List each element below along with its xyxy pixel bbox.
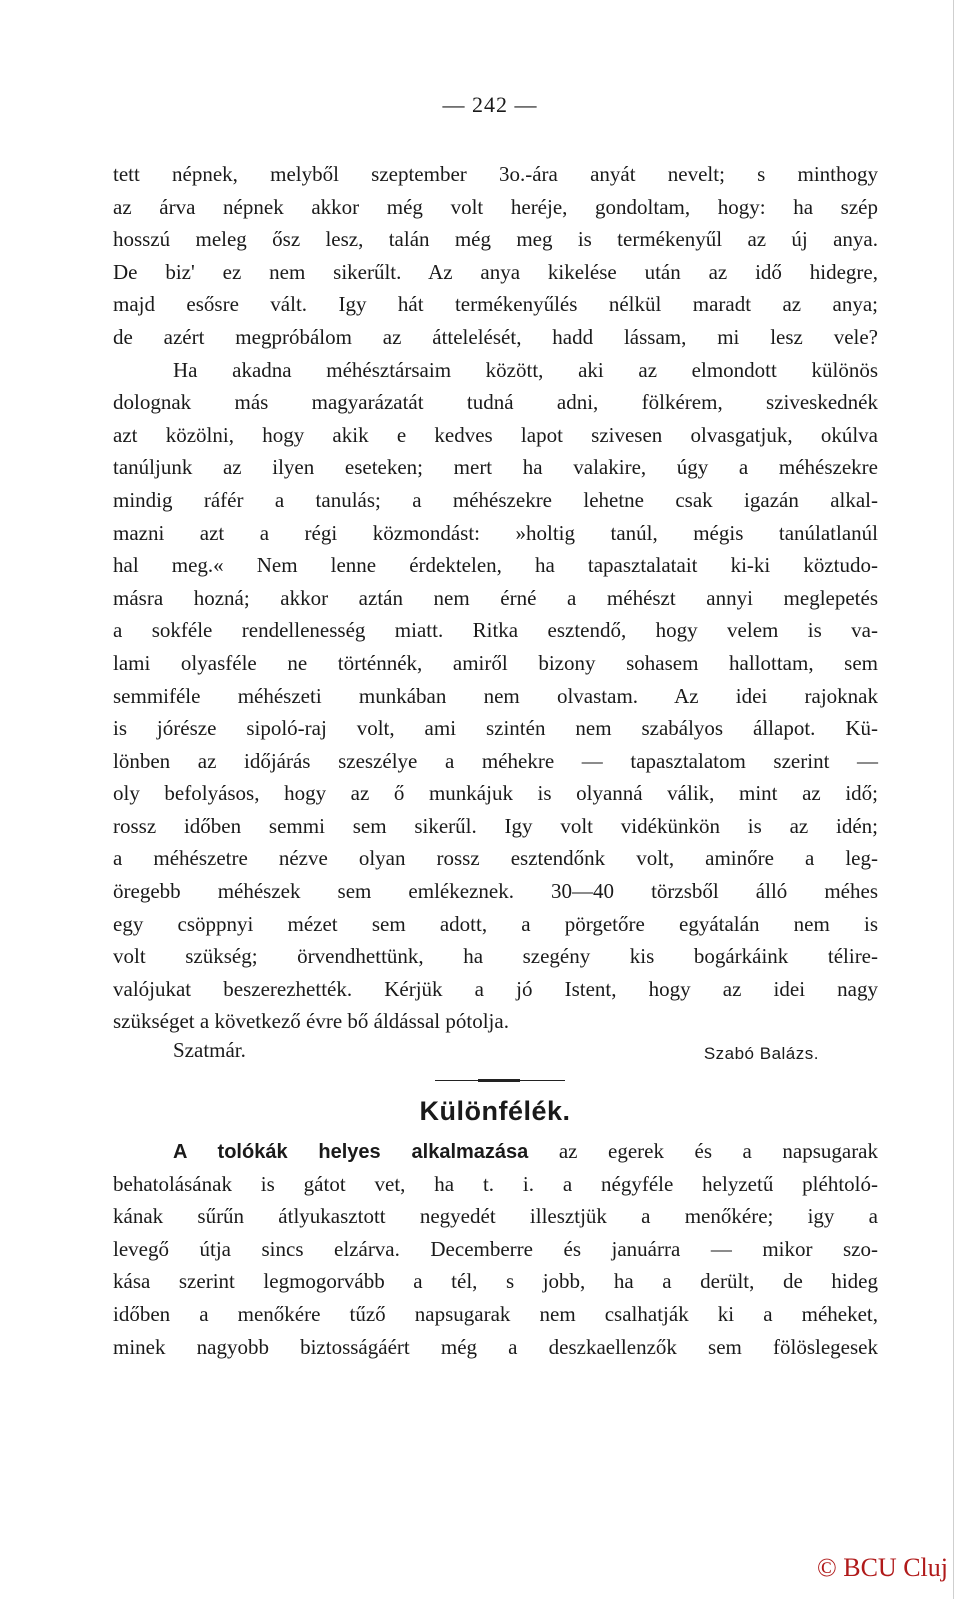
text-line: behatolásának is gátot vet, ha t. i. a négyféle helyzetű pléhtoló- <box>113 1171 878 1196</box>
text-line: dolognak más magyarázatát tudná adni, fölkérem, sziveskednék <box>113 390 878 415</box>
text-line: rossz időben semmi sem sikerűl. Igy volt vidékünkön is az idén; <box>113 813 878 838</box>
section-text <box>113 1135 878 1363</box>
text-line: hal meg.« Nem lenne érdektelen, ha tapasztalatait ki-ki köztudo- <box>113 553 878 578</box>
page-number: — 242 — <box>442 92 538 117</box>
text-line: levegő útja sincs elzárva. Decemberre és januárra — mikor szo- <box>113 1236 878 1261</box>
main-article-text <box>113 158 878 1038</box>
page-edge <box>953 0 954 1599</box>
text-line: tanúljunk az ilyen eseteken; mert ha valakire, úgy a méhészekre <box>113 455 878 480</box>
text-line: a sokféle rendellenesség miatt. Ritka esztendő, hogy velem is va- <box>113 618 878 643</box>
section-divider-center <box>478 1079 520 1082</box>
text-line: Ha akadna méhésztársaim között, aki az elmondott különös <box>173 357 878 382</box>
text-line: kása szerint legmogorvább a tél, s jobb, ha a derült, de hideg <box>113 1269 878 1294</box>
text-line: szükséget a következő évre bő áldással pótolja. <box>113 1009 509 1034</box>
text-line: egy csöppnyi mézet sem adott, a pörgetőre egyátalán nem is <box>113 911 878 936</box>
author-name: Szabó Balázs. <box>703 1044 819 1063</box>
text-line: volt szükség; örvendhettünk, ha szegény kis bogárkáink télire- <box>113 944 878 969</box>
text-line: hosszú meleg ősz lesz, talán még meg is termékenyűl az új anya. <box>113 227 878 252</box>
signature-row <box>113 1038 819 1072</box>
section-lead-rest: az egerek és a napsugarak <box>558 1139 879 1163</box>
text-line: mazni azt a régi közmondást: »holtig tanúl, mégis tanúlatlanúl <box>113 520 878 545</box>
text-line: kának sűrűn átlyukasztott negyedét illesztjük a menőkére; igy a <box>113 1204 878 1229</box>
text-line: azt közölni, hogy akik e kedves lapot szivesen olvasgatjuk, okúlva <box>113 422 878 447</box>
text-line: a méhészetre nézve olyan rossz esztendőnk volt, aminőre a leg- <box>113 846 878 871</box>
text-line: De biz' ez nem sikerűlt. Az anya kikelése után az idő hidegre, <box>113 259 878 284</box>
text-line: öregebb méhészek sem emlékeznek. 30—40 törzsből álló méhes <box>113 879 878 904</box>
watermark: © BCU Cluj <box>816 1553 948 1582</box>
text-line-first <box>113 1135 878 1168</box>
text-line: az árva népnek akkor még volt heréje, gondoltam, hogy: ha szép <box>113 194 878 219</box>
text-line: lönben az időjárás szeszélye a méhekre — tapasztalatom szerint — <box>113 748 878 773</box>
text-line: semmiféle méhészeti munkában nem olvastam. Az idei rajoknak <box>113 683 878 708</box>
text-line: oly befolyásos, hogy az ő munkájuk is olyanná válik, mint az idő; <box>113 781 878 806</box>
text-line: időben a menőkére tűző napsugarak nem csalhatják ki a méheket, <box>113 1301 878 1326</box>
text-line: másra hozná; akkor aztán nem érné a méhészt annyi meglepetés <box>113 585 878 610</box>
section-lead: A tolókák helyes alkalmazása <box>173 1141 529 1163</box>
text-line: mindig ráfér a tanulás; a méhészekre lehetne csak igazán alkal- <box>113 487 878 512</box>
text-line: lami olyasféle ne történnék, amiről bizony sohasem hallottam, sem <box>113 650 878 675</box>
text-line: tett népnek, melyből szeptember 3o.-ára anyát nevelt; s minthogy <box>113 162 878 186</box>
text-line: is jórésze sipoló-raj volt, ami szintén nem szabályos állapot. Kü- <box>113 716 878 741</box>
text-line: minek nagyobb biztosságáért még a deszkaellenzők sem fölöslegesek <box>113 1334 878 1359</box>
text-line: de azért megpróbálom az áttelelését, hadd lássam, mi lesz vele? <box>113 324 878 349</box>
text-line: majd esősre vált. Igy hát termékenyűlés nélkül maradt az anya; <box>113 292 878 317</box>
section-title: Különfélék. <box>419 1096 571 1126</box>
text-line: valójukat beszerezhették. Kérjük a jó Istent, hogy az idei nagy <box>113 976 878 1001</box>
place-name: Szatmár. <box>173 1038 246 1062</box>
